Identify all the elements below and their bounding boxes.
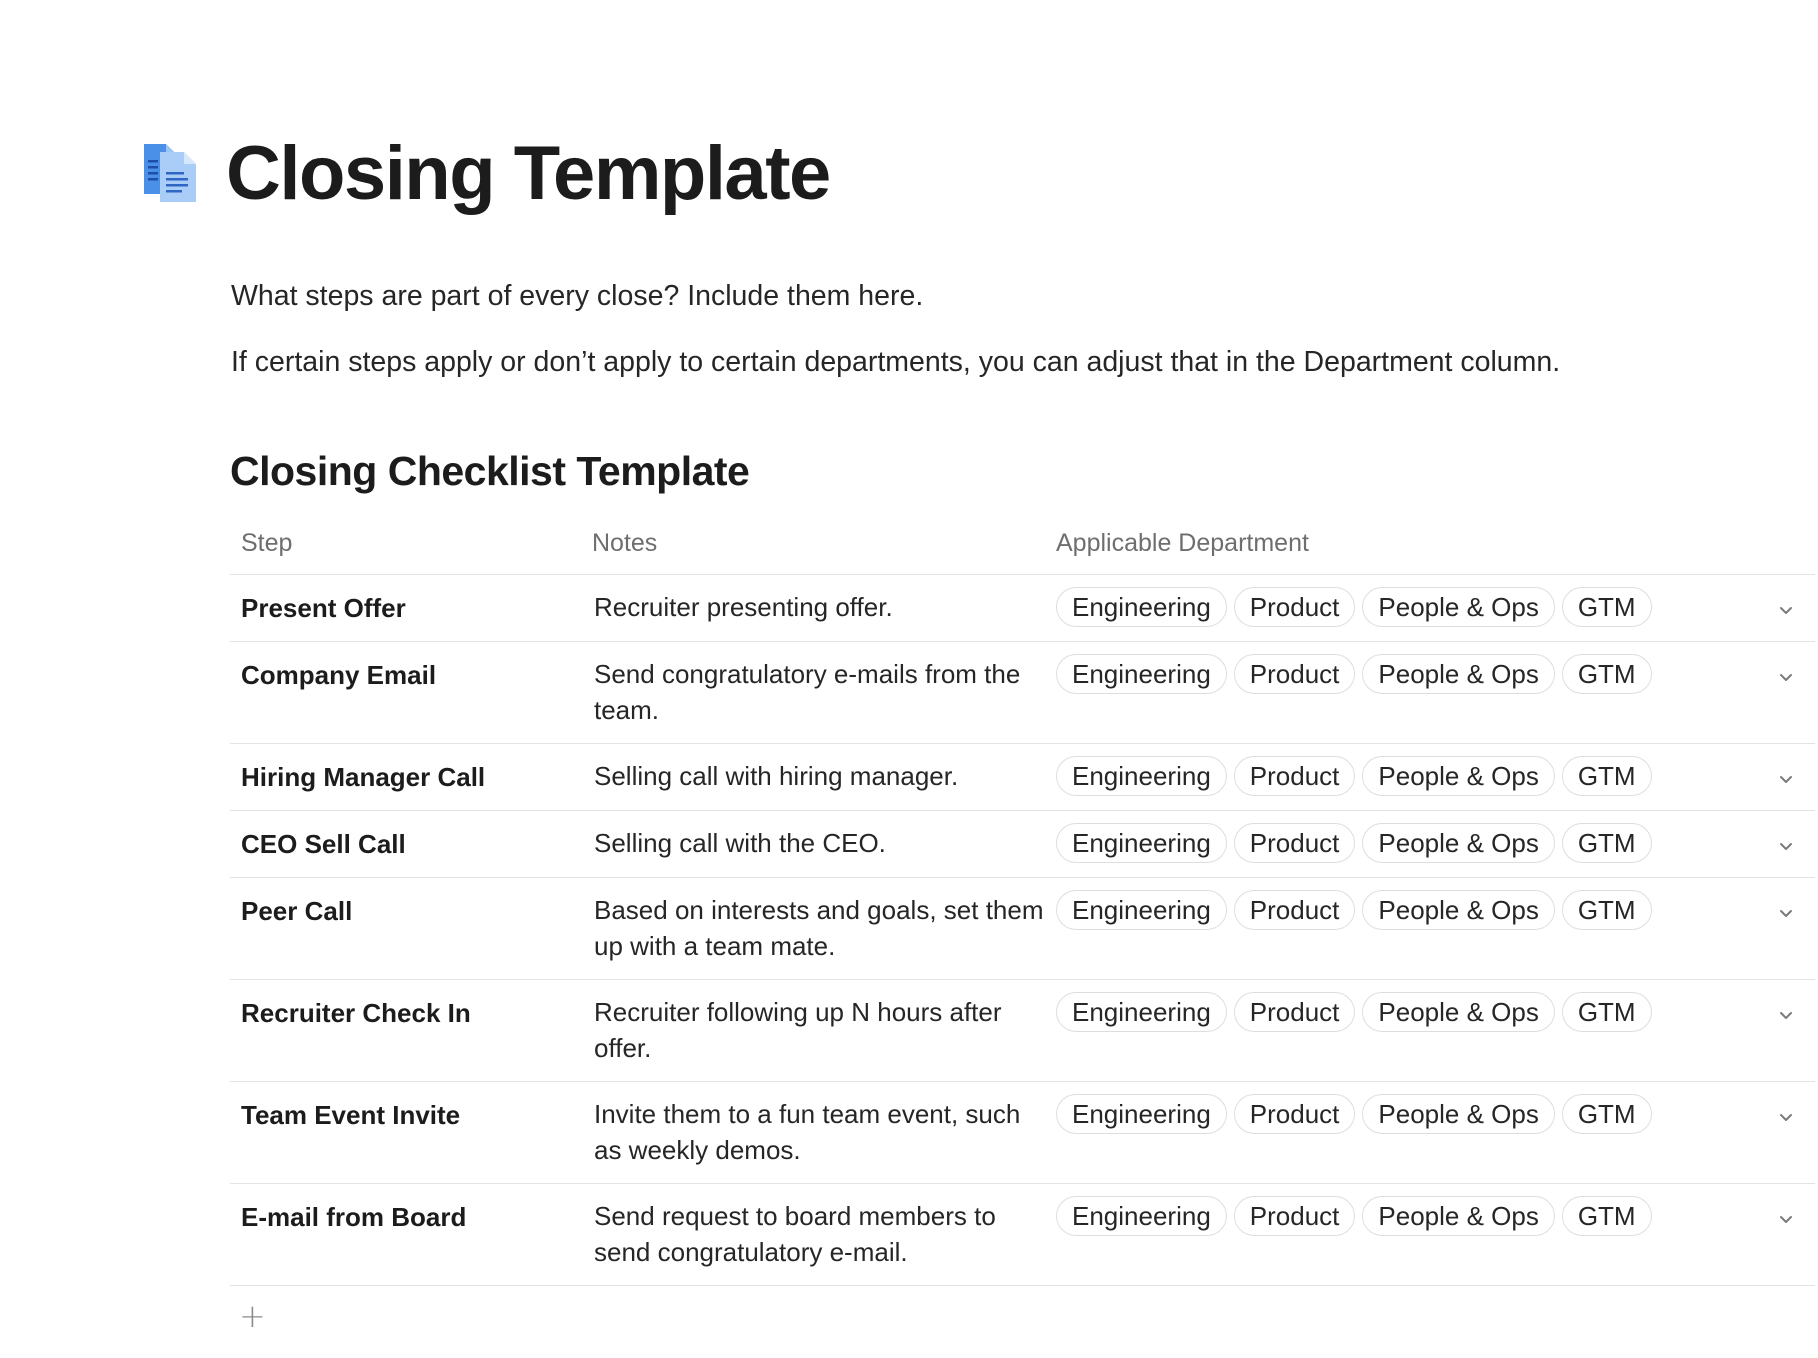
department-tag[interactable]: GTM [1562,756,1652,796]
chevron-down-icon[interactable] [1775,768,1797,790]
chevron-down-icon[interactable] [1775,666,1797,688]
table-row[interactable] [230,1184,1815,1286]
notes-cell[interactable]: Selling call with hiring manager. [594,761,959,791]
department-tags[interactable] [1056,890,1652,930]
column-header-notes[interactable]: Notes [592,529,658,557]
department-tag[interactable]: Product [1234,1196,1356,1236]
notes-cell[interactable]: Send congratulatory e-mails from the team. [594,659,1021,725]
department-tag[interactable]: GTM [1562,992,1652,1032]
chevron-down-icon[interactable] [1775,599,1797,621]
department-tags[interactable] [1056,654,1652,694]
chevron-down-icon[interactable] [1775,1208,1797,1230]
department-tags[interactable] [1056,587,1652,627]
department-tag[interactable]: GTM [1562,587,1652,627]
intro-line-1: What steps are part of every close? Include them here. [231,280,924,312]
column-header-department[interactable]: Applicable Department [1056,529,1309,557]
checklist-table [230,518,1815,1342]
chevron-down-icon[interactable] [1775,835,1797,857]
add-row-button[interactable]: + [239,1297,266,1335]
department-tag[interactable]: Product [1234,756,1356,796]
chevron-down-icon[interactable] [1775,902,1797,924]
department-tags[interactable] [1056,992,1652,1032]
department-tag[interactable]: Product [1234,890,1356,930]
department-tags[interactable] [1056,1094,1652,1134]
notes-cell[interactable]: Selling call with the CEO. [594,828,886,858]
step-cell[interactable]: E-mail from Board [241,1202,467,1232]
notes-cell[interactable]: Recruiter following up N hours after offer. [594,997,1002,1063]
department-tag[interactable]: Engineering [1056,890,1227,930]
department-tag[interactable]: GTM [1562,823,1652,863]
checklist-heading: Closing Checklist Template [230,448,750,494]
step-cell[interactable]: Present Offer [241,593,406,623]
notes-cell[interactable]: Send request to board members to send congratulatory e-mail. [594,1201,996,1267]
document-icon [140,140,200,204]
chevron-down-icon[interactable] [1775,1106,1797,1128]
table-row[interactable] [230,811,1815,878]
department-tag[interactable]: People & Ops [1362,587,1554,627]
department-tag[interactable]: People & Ops [1362,1196,1554,1236]
table-row[interactable] [230,878,1815,980]
page-title: Closing Template [226,131,830,216]
notes-cell[interactable]: Based on interests and goals, set them up with a team mate. [594,895,1044,961]
department-tag[interactable]: Product [1234,992,1356,1032]
department-tag[interactable]: People & Ops [1362,756,1554,796]
table-row[interactable] [230,642,1815,744]
department-tag[interactable]: Product [1234,1094,1356,1134]
department-tag[interactable]: Engineering [1056,587,1227,627]
department-tag[interactable]: GTM [1562,890,1652,930]
department-tag[interactable]: People & Ops [1362,890,1554,930]
department-tags[interactable] [1056,1196,1652,1236]
department-tag[interactable]: GTM [1562,1196,1652,1236]
intro-line-2: If certain steps apply or don’t apply to certain departments, you can adjust that in the Department column. [231,346,1561,378]
department-tag[interactable]: Product [1234,654,1356,694]
department-tags[interactable] [1056,756,1652,796]
step-cell[interactable]: Recruiter Check In [241,998,471,1028]
table-header [230,518,1815,575]
department-tag[interactable]: People & Ops [1362,992,1554,1032]
department-tag[interactable]: People & Ops [1362,654,1554,694]
step-cell[interactable]: CEO Sell Call [241,829,406,859]
notes-cell[interactable]: Recruiter presenting offer. [594,592,893,622]
department-tag[interactable]: People & Ops [1362,1094,1554,1134]
department-tag[interactable]: GTM [1562,1094,1652,1134]
department-tag[interactable]: Engineering [1056,1196,1227,1236]
add-row [230,1286,1815,1342]
department-tag[interactable]: People & Ops [1362,823,1554,863]
department-tag[interactable]: GTM [1562,654,1652,694]
chevron-down-icon[interactable] [1775,1004,1797,1026]
column-header-step[interactable]: Step [241,529,293,557]
department-tag[interactable]: Product [1234,587,1356,627]
department-tag[interactable]: Engineering [1056,756,1227,796]
department-tag[interactable]: Engineering [1056,654,1227,694]
table-row[interactable] [230,1082,1815,1184]
department-tag[interactable]: Engineering [1056,992,1227,1032]
table-row[interactable] [230,744,1815,811]
notes-cell[interactable]: Invite them to a fun team event, such as weekly demos. [594,1099,1021,1165]
department-tag[interactable]: Engineering [1056,1094,1227,1134]
step-cell[interactable]: Company Email [241,660,437,690]
step-cell[interactable]: Hiring Manager Call [241,762,486,792]
table-row[interactable] [230,980,1815,1082]
table-row[interactable] [230,575,1815,642]
step-cell[interactable]: Team Event Invite [241,1100,461,1130]
step-cell[interactable]: Peer Call [241,896,353,926]
department-tag[interactable]: Product [1234,823,1356,863]
department-tags[interactable] [1056,823,1652,863]
department-tag[interactable]: Engineering [1056,823,1227,863]
